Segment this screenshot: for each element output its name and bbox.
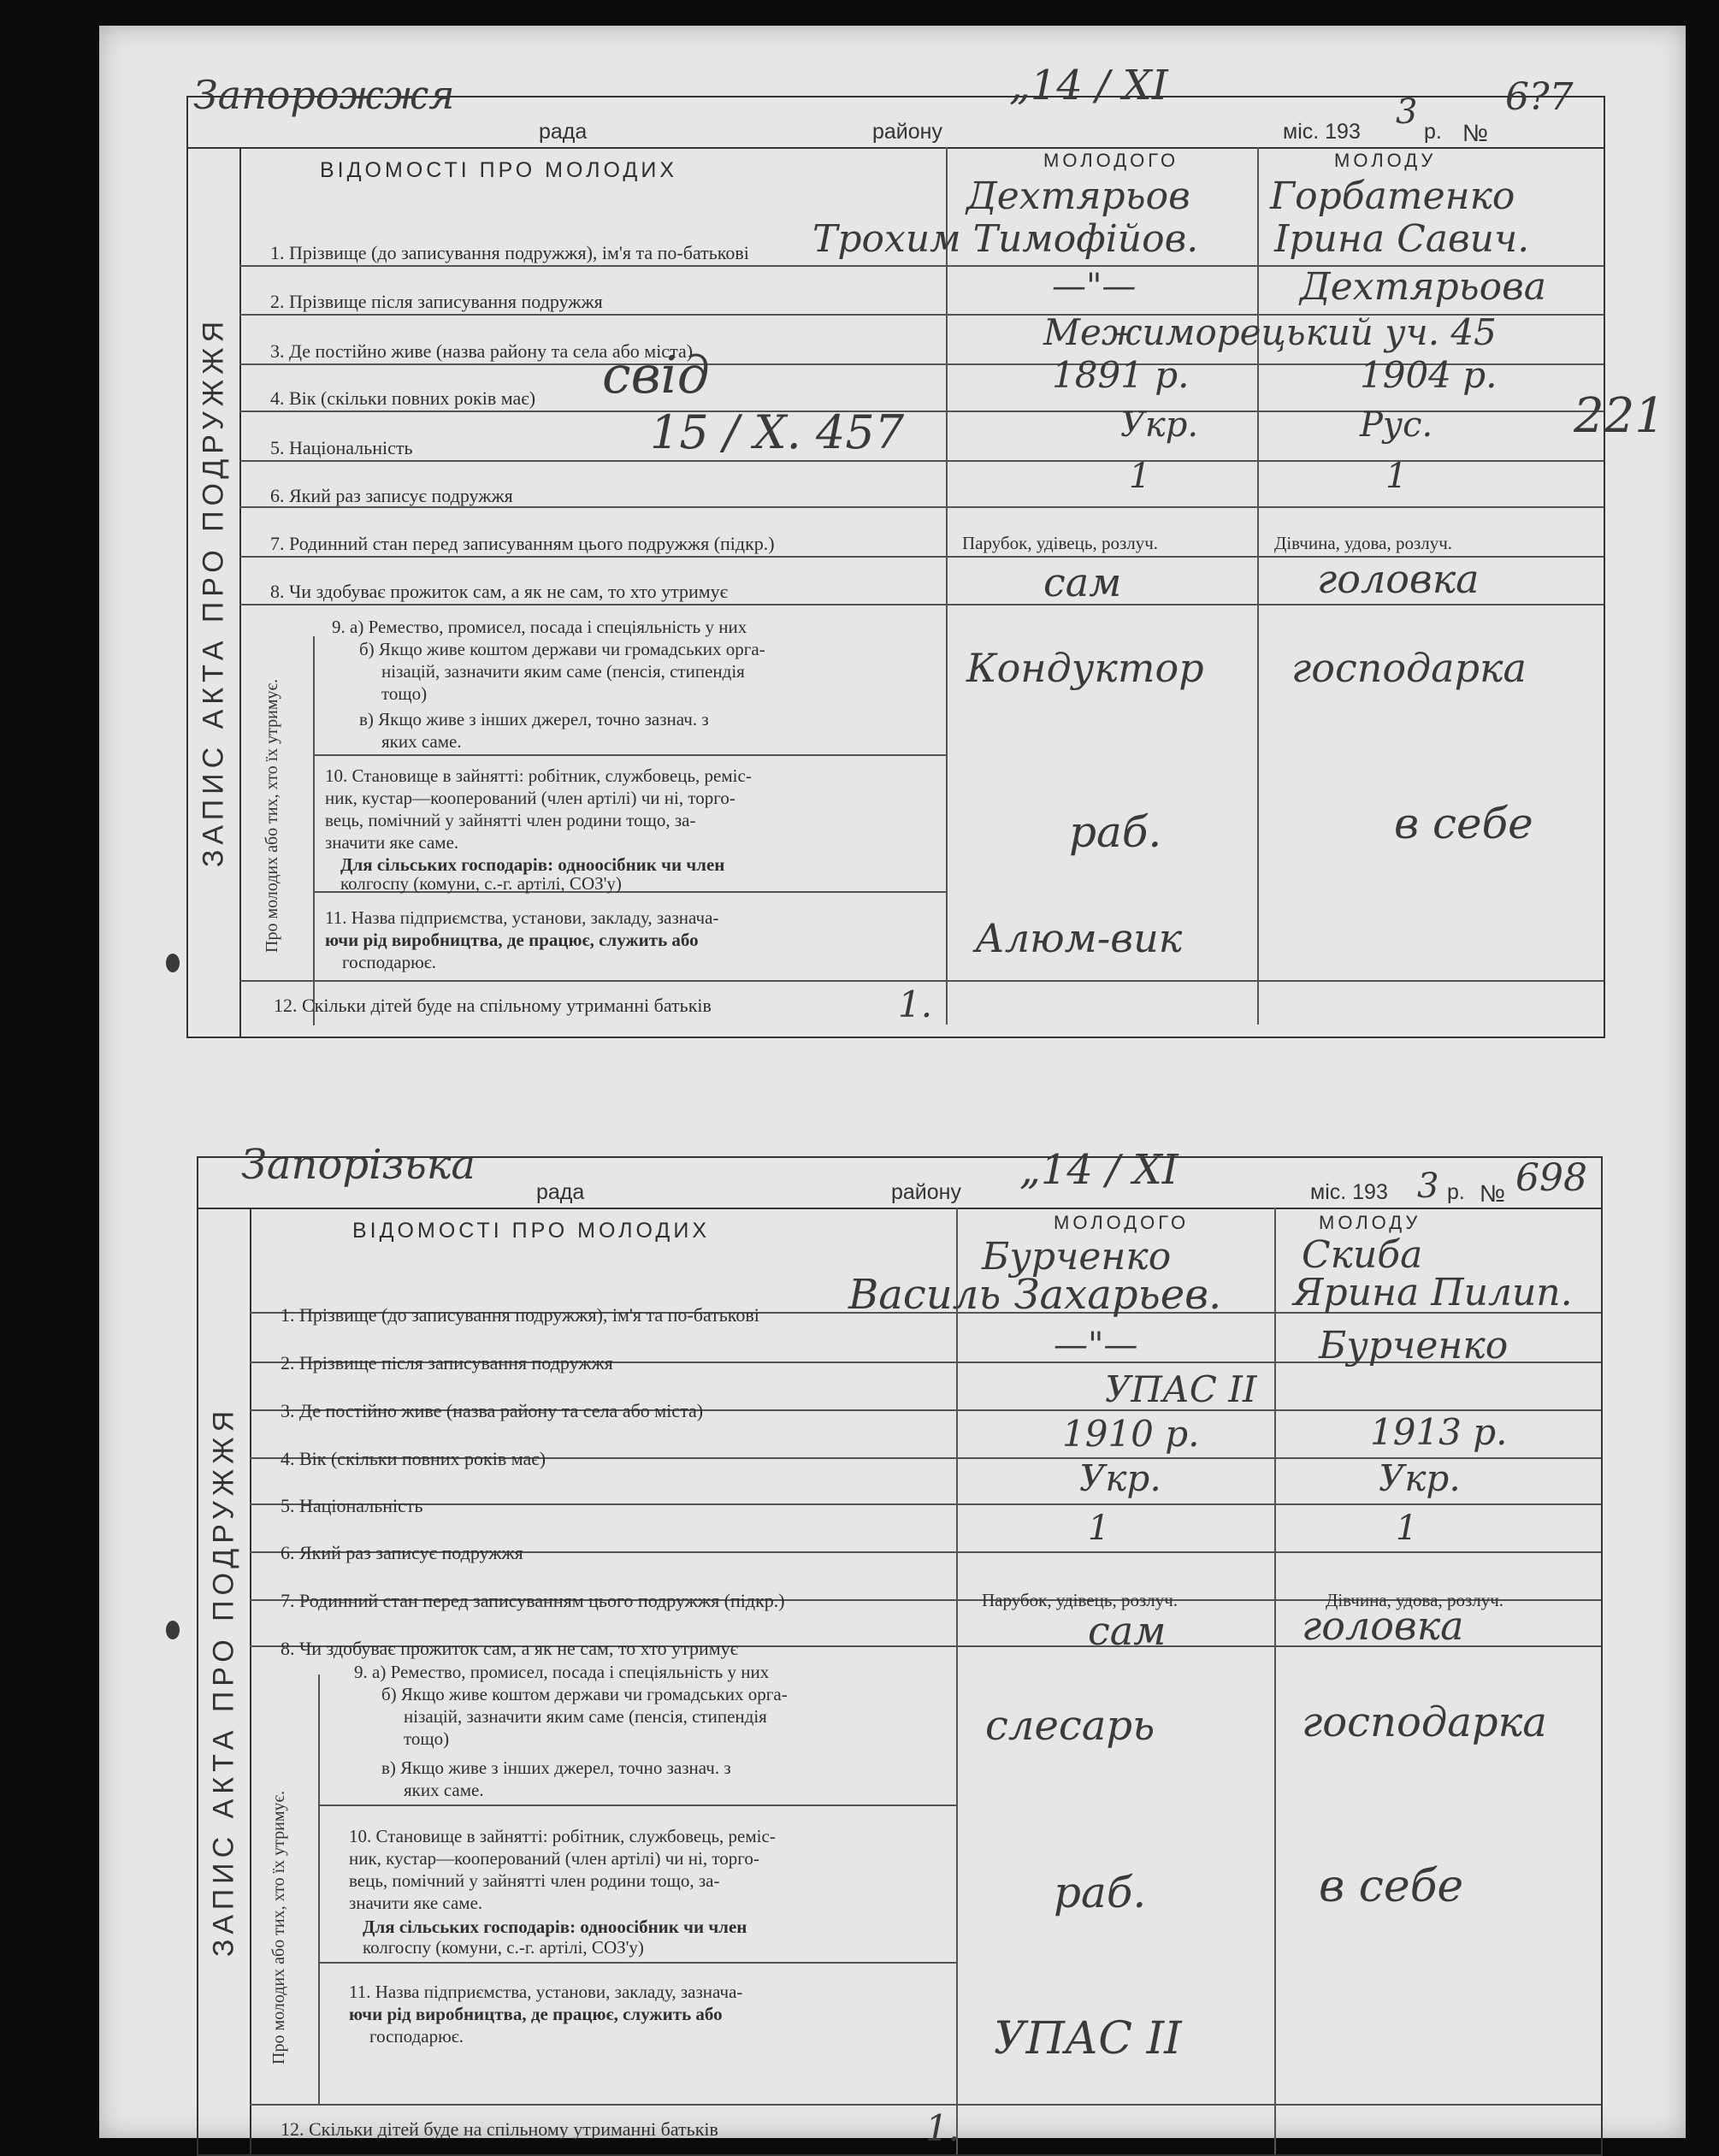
- groom-nationality-hw: Укр.: [1120, 405, 1199, 445]
- row-divider: [313, 754, 946, 756]
- q9c-label-1: в) Якщо живе з інших джерел, точно зазнач. з: [359, 709, 709, 729]
- q11-label-3: господарює.: [369, 2026, 464, 2047]
- groom-name-hw: Трохим Тимофійов.: [812, 217, 1199, 261]
- bride-nationality-hw: Рус.: [1360, 405, 1433, 445]
- bride-employment-hw: в себе: [1394, 799, 1533, 848]
- bride-new-surname-hw: Бурченко: [1319, 1324, 1509, 1367]
- q6-label: 6. Який раз записує подружжя: [281, 1542, 523, 1563]
- number-label: №: [1480, 1180, 1506, 1207]
- rada-label: рада: [536, 1180, 585, 1204]
- q2-label: 2. Прізвище після записування подружжя: [270, 291, 603, 312]
- sub-vertical-label: Про молодих або тих, хто їх утримує.: [263, 678, 281, 953]
- q2-label: 2. Прізвище після записування подружжя: [281, 1352, 613, 1373]
- q10-label-4: значити яке саме.: [349, 1893, 483, 1913]
- groom-column-header: МОЛОДОГО: [1054, 1212, 1190, 1233]
- q6-label: 6. Який раз записує подружжя: [270, 485, 513, 506]
- row-divider: [239, 604, 1604, 605]
- q10-label-3: вець, помічний у зайнятті член родини тощо, за-: [325, 810, 696, 830]
- bride-column-divider: [1257, 147, 1259, 1025]
- bride-surname-hw: Горбатенко: [1270, 174, 1515, 218]
- q10-label-6: колгоспу (комуни, с.-г. артілі, СОЗ'у): [363, 1937, 644, 1958]
- bride-support-hw: головка: [1302, 1603, 1464, 1649]
- q9b-label-3: тощо): [404, 1728, 450, 1749]
- groom-occupation-hw: Кондуктор: [966, 645, 1204, 691]
- q10-label-2: ник, кустар—кооперований (член артілі) чи ні, торго-: [349, 1848, 759, 1869]
- groom-support-hw: сам: [1043, 559, 1122, 605]
- bride-nationality-hw: Укр.: [1379, 1457, 1461, 1499]
- rada-label: рада: [539, 120, 588, 144]
- groom-marriage-count-hw: 1: [1088, 1509, 1110, 1548]
- q9a-label: 9. а) Ремество, промисел, посада і спеціяльність у них: [354, 1662, 770, 1682]
- side-title-column: [198, 1208, 251, 2154]
- sub-column-divider: [318, 1675, 320, 2105]
- q12-label: 12. Скільки дітей буде на спільному утриманні батьків: [281, 2118, 718, 2140]
- q4-label: 4. Вік (скільки повних років має): [270, 387, 536, 409]
- residence-hw: Межиморецький уч. 45: [1043, 311, 1497, 353]
- form-header-row: [198, 1158, 1601, 1209]
- month-label: міс. 193: [1283, 120, 1361, 144]
- groom-marital-options: Парубок, удівець, розлуч.: [962, 533, 1159, 553]
- q10-label-4: значити яке саме.: [325, 832, 459, 853]
- bride-occupation-hw: господарка: [1302, 1698, 1547, 1746]
- q10-label-1: 10. Становище в зайнятті: робітник, службовець, реміс-: [349, 1826, 776, 1846]
- rayon-label: району: [872, 120, 942, 144]
- q8-label: 8. Чи здобуває прожиток сам, а як не сам, то хто утримує: [281, 1638, 739, 1659]
- punch-hole: [166, 954, 180, 972]
- q10-label-2: ник, кустар—кооперований (член артілі) чи ні, торго-: [325, 788, 735, 808]
- bride-name-hw: Ірина Савич.: [1274, 217, 1530, 261]
- section-title: ВІДОМОСТІ ПРО МОЛОДИХ: [352, 1219, 711, 1243]
- year-handwritten: 3: [1396, 92, 1418, 132]
- q11-label-2: ючи рід виробництва, де працює, служить або: [349, 2004, 723, 2024]
- groom-employment-hw: раб.: [1069, 807, 1162, 857]
- year-suffix-label: р.: [1424, 120, 1442, 144]
- q9c-label-2: яких саме.: [381, 731, 462, 752]
- q9b-label-1: б) Якщо живе коштом держави чи громадських орга-: [359, 639, 765, 659]
- margin-number-hw: 221: [1574, 388, 1665, 444]
- q12-label: 12. Скільки дітей буде на спільному утриманні батьків: [274, 995, 712, 1016]
- groom-new-surname-hw: —"—: [1054, 1326, 1138, 1365]
- q9c-label-2: яких саме.: [404, 1780, 484, 1800]
- council-handwritten: Запорожжя: [193, 72, 455, 118]
- bride-marriage-count-hw: 1: [1396, 1509, 1418, 1548]
- sub-vertical-label: Про молодих або тих, хто їх утримує.: [269, 1790, 288, 2064]
- annotation-hw-2: 15 / X. 457: [650, 405, 905, 459]
- q3-label: 3. Де постійно живе (назва району та села або міста): [281, 1400, 704, 1421]
- month-label: міс. 193: [1310, 1180, 1388, 1204]
- q5-label: 5. Національність: [281, 1495, 423, 1516]
- q4-label: 4. Вік (скільки повних років має): [281, 1448, 546, 1469]
- bride-employment-hw: в себе: [1319, 1861, 1464, 1912]
- bride-age-hw: 1913 р.: [1370, 1411, 1508, 1453]
- q9c-label-1: в) Якщо живе з інших джерел, точно зазнач. з: [381, 1757, 731, 1778]
- bride-name-hw: Ярина Пилип.: [1293, 1271, 1573, 1314]
- q10-label-5: Для сільських господарів: одноосібник чи член: [340, 854, 725, 875]
- q10-label-6: колгоспу (комуни, с.-г. артілі, СОЗ'у): [340, 873, 622, 894]
- year-handwritten: 3: [1417, 1167, 1439, 1206]
- side-title: ЗАПИС АКТА ПРО ПОДРУЖЖЯ: [207, 1405, 240, 1957]
- bride-surname-hw: Скиба: [1302, 1233, 1423, 1277]
- side-title-column: [188, 147, 241, 1037]
- bride-occupation-hw: господарка: [1291, 645, 1527, 691]
- section-title: ВІДОМОСТІ ПРО МОЛОДИХ: [320, 158, 678, 182]
- groom-employment-hw: раб.: [1054, 1868, 1147, 1917]
- bride-column-header: МОЛОДУ: [1319, 1212, 1421, 1233]
- groom-support-hw: сам: [1088, 1608, 1167, 1654]
- groom-workplace-hw: УПАС II: [994, 2013, 1182, 2064]
- record-number-handwritten: 698: [1515, 1156, 1587, 1200]
- bride-marriage-count-hw: 1: [1385, 457, 1408, 496]
- date-handwritten: „14 / XI: [1019, 1146, 1178, 1194]
- row-divider: [318, 1962, 956, 1964]
- q11-label-2: ючи рід виробництва, де працює, служить або: [325, 930, 699, 950]
- q10-label-5: Для сільських господарів: одноосібник чи член: [363, 1917, 747, 1937]
- groom-workplace-hw: Алюм-вик: [975, 915, 1183, 961]
- date-handwritten: „14 / XI: [1009, 62, 1168, 109]
- number-label: №: [1462, 120, 1489, 146]
- record-number-handwritten: 6?7: [1505, 75, 1574, 119]
- bride-age-hw: 1904 р.: [1360, 354, 1497, 396]
- year-suffix-label: р.: [1447, 1180, 1465, 1204]
- groom-age-hw: 1910 р.: [1062, 1413, 1200, 1455]
- q1-label: 1. Прізвище (до записування подружжя), ім'я та по-батькові: [270, 242, 749, 263]
- q5-label: 5. Національність: [270, 437, 413, 458]
- groom-surname-hw: Бурченко: [982, 1235, 1172, 1279]
- form-header-row: [188, 97, 1604, 149]
- groom-surname-hw: Дехтярьов: [966, 174, 1190, 218]
- q9a-label: 9. а) Ремество, промисел, посада і спеціяльність у них: [332, 617, 747, 637]
- q9b-label-1: б) Якщо живе коштом держави чи громадських орга-: [381, 1684, 788, 1704]
- groom-name-hw: Василь Захарьев.: [848, 1271, 1222, 1319]
- bride-new-surname-hw: Дехтярьова: [1300, 265, 1546, 309]
- q10-label-3: вець, помічний у зайнятті член родини тощо, за-: [349, 1870, 720, 1891]
- row-divider: [239, 980, 1604, 982]
- children-count-hw: 1.: [898, 983, 933, 1025]
- groom-column-header: МОЛОДОГО: [1043, 150, 1179, 171]
- residence-hw: УПАС II: [1105, 1368, 1257, 1410]
- side-title: ЗАПИС АКТА ПРО ПОДРУЖЖЯ: [197, 316, 230, 868]
- q3-label: 3. Де постійно живе (назва району та села або міста): [270, 340, 694, 362]
- row-divider: [250, 2104, 1601, 2106]
- q7-label: 7. Родинний стан перед записуванням цього подружжя (підкр.): [281, 1590, 785, 1611]
- q10-label-1: 10. Становище в зайнятті: робітник, службовець, реміс-: [325, 765, 752, 786]
- row-divider: [318, 1805, 956, 1806]
- groom-new-surname-hw: —"—: [1052, 267, 1137, 306]
- groom-marriage-count-hw: 1: [1129, 457, 1151, 496]
- groom-column-divider: [946, 147, 948, 1025]
- groom-age-hw: 1891 р.: [1052, 354, 1190, 396]
- q11-label-1: 11. Назва підприємства, установи, закладу, зазнача-: [349, 1982, 743, 2002]
- row-divider: [250, 1503, 1601, 1505]
- q9b-label-2: нізацій, зазначити яким саме (пенсія, стипендія: [381, 661, 745, 682]
- groom-column-divider: [956, 1208, 958, 2154]
- bride-support-hw: головка: [1317, 556, 1480, 602]
- groom-occupation-hw: слесарь: [985, 1702, 1155, 1750]
- q9b-label-3: тощо): [381, 683, 428, 704]
- bride-marital-options: Дівчина, удова, розлуч.: [1326, 1590, 1504, 1610]
- q11-label-1: 11. Назва підприємства, установи, закладу, зазнача-: [325, 907, 719, 928]
- bride-column-divider: [1274, 1208, 1276, 2154]
- council-handwritten: Запорізька: [241, 1141, 476, 1189]
- q9b-label-2: нізацій, зазначити яким саме (пенсія, стипендія: [404, 1706, 767, 1727]
- q7-label: 7. Родинний стан перед записуванням цього подружжя (підкр.): [270, 533, 775, 554]
- groom-nationality-hw: Укр.: [1079, 1457, 1161, 1499]
- sub-column-divider: [313, 636, 315, 1025]
- q8-label: 8. Чи здобуває прожиток сам, а як не сам, то хто утримує: [270, 581, 729, 602]
- bride-column-header: МОЛОДУ: [1334, 150, 1437, 171]
- groom-marital-options: Парубок, удівець, розлуч.: [982, 1590, 1178, 1610]
- bride-marital-options: Дівчина, удова, розлуч.: [1274, 533, 1453, 553]
- punch-hole: [166, 1621, 180, 1639]
- marriage-record-form-2: [197, 1141, 1603, 2156]
- q1-label: 1. Прізвище (до записування подружжя), ім'я та по-батькові: [281, 1304, 759, 1326]
- rayon-label: району: [891, 1180, 961, 1204]
- marriage-record-form-1: [186, 62, 1665, 1038]
- annotation-hw-1: свід: [602, 346, 710, 405]
- children-count-hw: 1.: [925, 2107, 960, 2149]
- q11-label-3: господарює.: [342, 952, 437, 972]
